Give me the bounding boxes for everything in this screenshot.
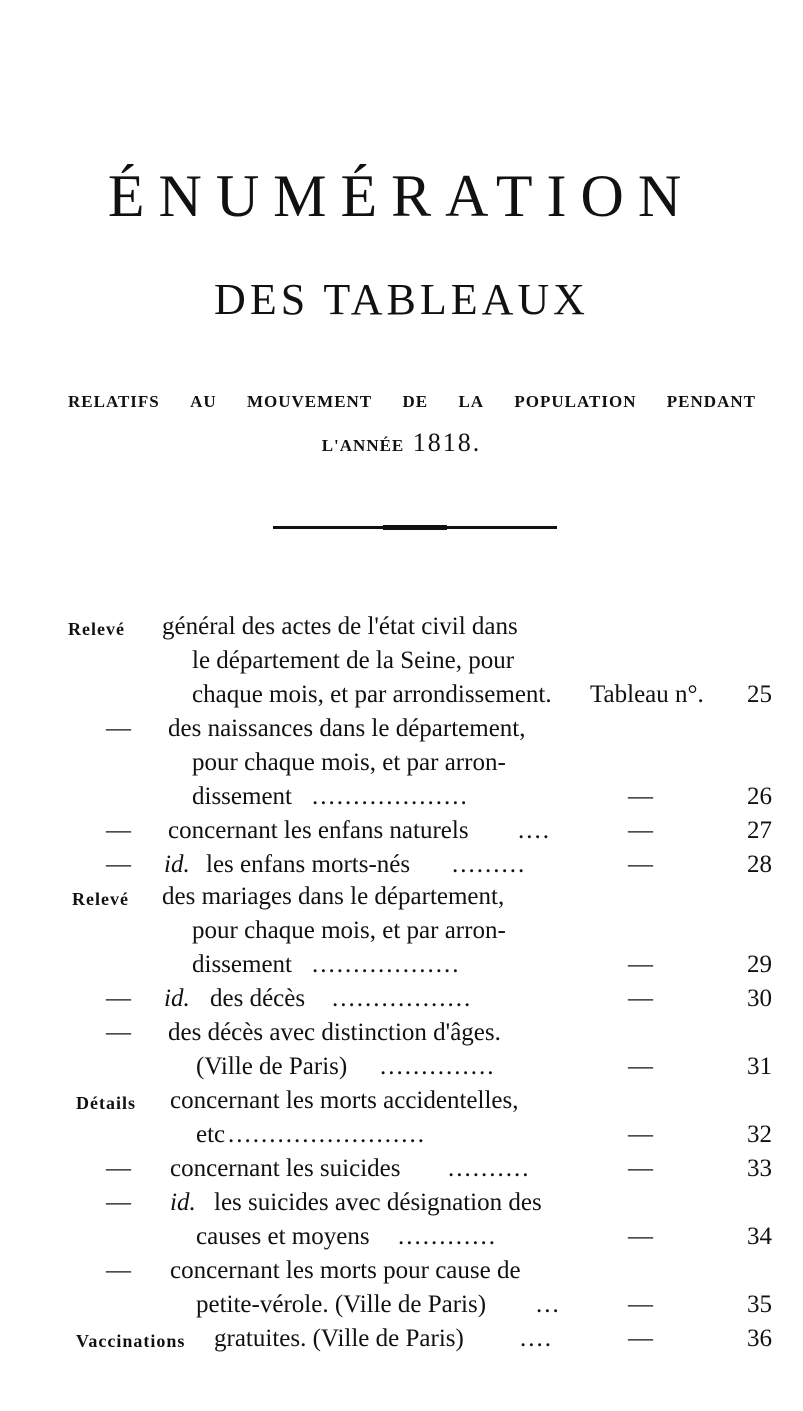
entry-ditto: — (628, 851, 653, 878)
entry-number: 31 (747, 1053, 772, 1080)
leader-dots: ............ (398, 1223, 497, 1250)
leader-dots: ... (536, 1291, 561, 1318)
entry-ditto: — (628, 1121, 653, 1148)
entry-lead: Relevé (68, 619, 125, 639)
leader-dots: ................. (332, 985, 473, 1012)
leader-dots: .... (520, 1325, 553, 1352)
caption-word: AU (190, 392, 217, 411)
entry-lead: Vaccinations (76, 1331, 186, 1351)
caption-year-prefix: L'ANNÉE (321, 436, 405, 455)
caption-word: MOUVEMENT (246, 392, 373, 411)
entry-line: concernant les suicides (170, 1155, 401, 1182)
entry-id: id. (170, 1189, 196, 1216)
entry-line: des décès (210, 985, 306, 1012)
entry-lead: — (106, 851, 131, 878)
entry-number: 36 (747, 1325, 772, 1352)
entry-number: 28 (747, 851, 772, 878)
leader-dots: ........................ (228, 1121, 426, 1148)
leader-dots: .......... (448, 1155, 531, 1182)
entry-line: des naissances dans le département, (168, 715, 526, 742)
entry-lead: Détails (76, 1093, 136, 1113)
entry-line: dissement (192, 783, 292, 810)
entry-line: des décès avec distinction d'âges. (168, 1019, 501, 1046)
entry-ditto: — (628, 1325, 653, 1352)
entry-line: dissement (192, 951, 292, 978)
leader-dots: .............. (380, 1053, 496, 1080)
entry-ditto: — (628, 1053, 653, 1080)
entry-lead: — (106, 1189, 131, 1216)
page-subtitle: DES TABLEAUX (214, 275, 589, 324)
leader-dots: .... (518, 817, 551, 844)
entry-line: (Ville de Paris) (196, 1053, 348, 1080)
entry-lead: — (106, 817, 131, 844)
entry-line: les suicides avec désignation des (214, 1189, 542, 1216)
entry-number: 35 (747, 1291, 772, 1318)
entry-ditto: — (628, 1291, 653, 1318)
entry-number: 33 (747, 1155, 772, 1182)
entry-line: causes et moyens (196, 1223, 370, 1250)
leader-dots: .................. (312, 951, 461, 978)
entry-number: 34 (747, 1223, 772, 1250)
entry-line: concernant les morts pour cause de (170, 1257, 521, 1284)
caption-year: 1818. (412, 428, 482, 457)
entry-line: le département de la Seine, pour (192, 647, 515, 674)
entry-line: pour chaque mois, et par arron- (192, 749, 506, 776)
entry-lead: — (106, 985, 131, 1012)
entry-lead: — (106, 715, 131, 742)
entry-line: des mariages dans le département, (162, 883, 505, 910)
entry-ditto: — (628, 1155, 653, 1182)
caption-line-1 (68, 392, 756, 412)
entry-lead: — (106, 1019, 131, 1046)
divider-rule (273, 526, 557, 529)
caption-word: LA (458, 392, 485, 411)
entry-line: concernant les enfans naturels (168, 817, 469, 844)
entry-ditto: — (628, 783, 653, 810)
entry-ditto: — (628, 1223, 653, 1250)
entry-line: concernant les morts accidentelles, (170, 1087, 519, 1114)
entry-id: id. (164, 851, 190, 878)
caption-line-2 (0, 428, 803, 458)
leader-dots: ......... (452, 851, 527, 878)
entry-line: général des actes de l'état civil dans (162, 613, 518, 640)
leader-dots: ................... (312, 783, 469, 810)
entry-line: les enfans morts-nés (206, 851, 411, 878)
caption-word: POPULATION (514, 392, 637, 411)
entry-number: 32 (747, 1121, 772, 1148)
entry-number: 26 (747, 783, 772, 810)
caption-word: PENDANT (666, 392, 756, 411)
entry-number: 29 (747, 951, 772, 978)
entry-line: pour chaque mois, et par arron- (192, 917, 506, 944)
entry-ditto: — (628, 817, 653, 844)
entry-line: etc (196, 1121, 226, 1148)
caption-word: DE (402, 392, 429, 411)
entry-lead: — (106, 1257, 131, 1284)
entry-line: chaque mois, et par arrondissement. (192, 681, 552, 708)
entry-lead: — (106, 1155, 131, 1182)
entry-number: 25 (747, 681, 772, 708)
entry-line: petite-vérole. (Ville de Paris) (196, 1291, 487, 1318)
entry-ditto: — (628, 985, 653, 1012)
entry-number: 30 (747, 985, 772, 1012)
entry-lead: Relevé (72, 889, 129, 909)
caption-word: RELATIFS (68, 392, 160, 411)
entry-ditto: — (628, 951, 653, 978)
page-title: ÉNUMÉRATION (107, 163, 696, 229)
entry-number: 27 (747, 817, 772, 844)
entry-table-label: Tableau n°. (590, 681, 704, 708)
entry-id: id. (164, 985, 190, 1012)
entry-line: gratuites. (Ville de Paris) (214, 1325, 464, 1352)
